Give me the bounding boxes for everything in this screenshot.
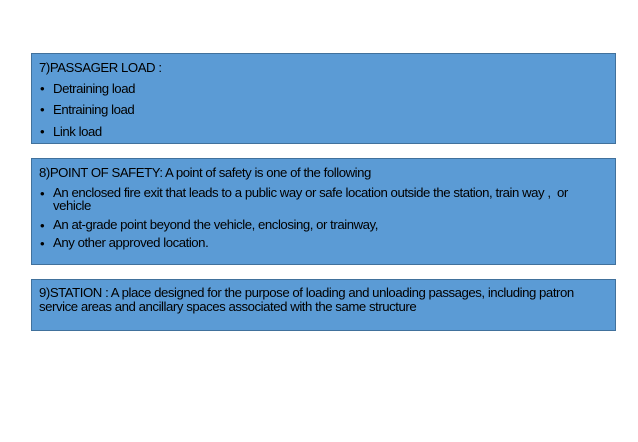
point-of-safety-box xyxy=(31,158,616,265)
station-box xyxy=(31,279,616,331)
station-definition: 9)STATION : A place designed for the purpose of loading and unloading passages, including patron service areas and ancillary spaces associated with the same structure xyxy=(39,285,574,314)
passenger-load-box xyxy=(31,53,616,144)
point-of-safety-list xyxy=(39,186,607,250)
bullet-icon: • xyxy=(40,217,45,233)
list-item: • Any other approved location. xyxy=(40,235,209,251)
bullet-icon: • xyxy=(40,80,45,96)
passenger-load-heading: 7)PASSAGER LOAD : xyxy=(39,60,162,75)
list-item: • An enclosed fire exit that leads to a public way or safe location outside the station, train way , or vehicle xyxy=(40,184,568,213)
list-item: • Detraining load xyxy=(40,80,135,96)
list-item: • Entraining load xyxy=(40,102,135,117)
passenger-load-list xyxy=(39,81,607,140)
bullet-icon: • xyxy=(40,123,45,139)
point-of-safety-heading: 8)POINT OF SAFETY: A point of safety is one of the following xyxy=(39,165,371,180)
bullet-icon: • xyxy=(40,102,45,117)
list-item: • An at-grade point beyond the vehicle, enclosing, or trainway, xyxy=(40,216,378,233)
bullet-icon: • xyxy=(40,185,45,201)
bullet-icon: • xyxy=(40,236,45,251)
list-item: • Link load xyxy=(40,123,102,139)
